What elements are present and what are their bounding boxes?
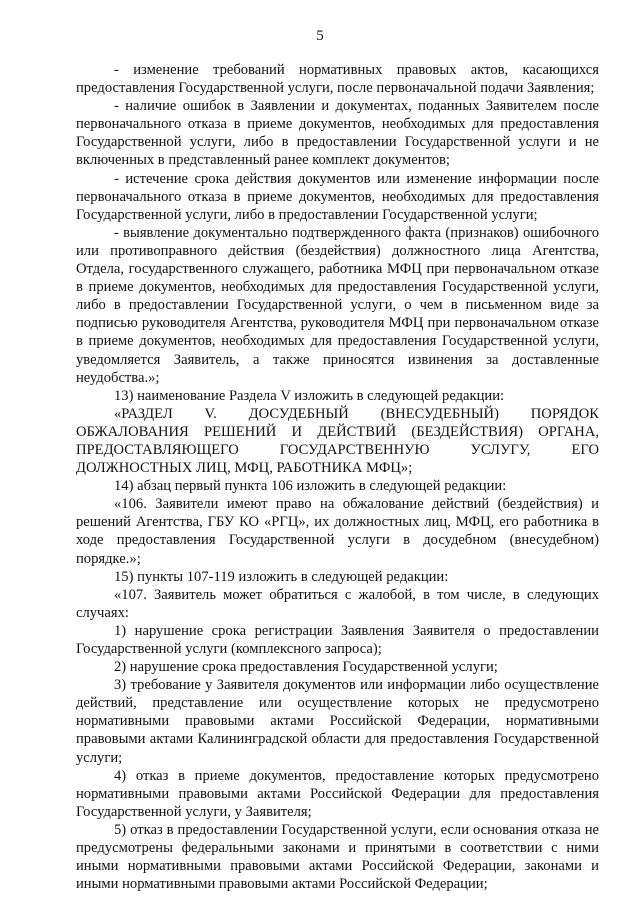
paragraph-section-title: «РАЗДЕЛ V. ДОСУДЕБНЫЙ (ВНЕСУДЕБНЫЙ) ПОРЯДОК ОБЖАЛОВАНИЯ РЕШЕНИЙ И ДЕЙСТВИЙ (БЕЗДЕЙСТВИЯ) ОРГАНА, ПРЕДОСТАВЛЯЮЩЕГО ГОСУДАРСТВЕННУЮ УСЛУГУ, ЕГО ДОЛЖНОСТНЫХ ЛИЦ, МФЦ, РАБОТНИКА МФЦ»;: [76, 405, 599, 477]
paragraph-9: 15) пункты 107-119 изложить в следующей редакции:: [114, 568, 449, 585]
paragraph-5: 13) наименование Раздела V изложить в следующей редакции:: [114, 387, 505, 404]
paragraph-10: «107. Заявитель может обратиться с жалобой, в том числе, в следующих случаях:: [76, 586, 599, 621]
paragraph-14: 4) отказ в приеме документов, предоставление которых предусмотрено нормативными правовыми актами Российской Федерации для предоставления Государственной услуги, у Заявителя;: [76, 767, 599, 820]
paragraph-15: 5) отказ в предоставлении Государственной услуги, если основания отказа не предусмотрены федеральными законами и принятыми в соответствии с ними иными нормативными правовыми актами Российской Федерации, законами и иными нормативными правовыми актами Российской Федерации;: [76, 821, 599, 893]
paragraph-1: - изменение требований нормативных правовых актов, касающихся предоставления Государственной услуги, после первоначальной подачи Заявления;: [76, 62, 599, 97]
paragraph-7: 14) абзац первый пункта 106 изложить в следующей редакции:: [114, 478, 507, 495]
paragraph-13: 3) требование у Заявителя документов или информации либо осуществление действий, представление или осуществление которых не предусмотрено нормативными правовыми актами Российской Федерации, нормативными правовыми актами Калининградской области для предоставления Государственной услуги;: [76, 677, 599, 766]
paragraph-8: «106. Заявители имеют право на обжалование действий (бездействия) и решений Агентства, ГБУ КО «РГЦ», их должностных лиц, МФЦ, его работника в ходе предоставления Государственной услуги в досудебном (внесудебном) порядке.»;: [76, 496, 599, 567]
paragraph-11: 1) нарушение срока регистрации Заявления Заявителя о предоставлении Государственной услуги (комплексного запроса);: [76, 622, 599, 657]
paragraph-4: - выявление документально подтвержденного факта (признаков) ошибочного или противоправного действия (бездействия) должностного лица Агентства, Отдела, государственного служащего, работника МФЦ при первоначальном отказе в приеме документов, необходимых для предоставления Государственной услуги, либо в предоставлении Государственной услуги, о чем в письменном виде за подписью руководителя Агентства, руководителя МФЦ при первоначальном отказе в приеме документов, необходимых для предоставления Государственной услуги, уведомляется Заявитель, а также приносятся извинения за доставленные неудобства.»;: [76, 224, 599, 386]
paragraph-3: - истечение срока действия документов или изменение информации после первоначального отказа в приеме документов, необходимых для предоставления Государственной услуги, либо в предоставлении Государственной услуги;: [76, 170, 599, 223]
page-number: 5: [316, 28, 324, 44]
paragraph-2: - наличие ошибок в Заявлении и документах, поданных Заявителем после первоначального отказа в приеме документов, необходимых для предоставления Государственной услуги, либо в предоставлении Государственной услуги и не включенных в представленный ранее комплект документов;: [76, 98, 599, 169]
paragraph-12: 2) нарушение срока предоставления Государственной услуги;: [114, 659, 498, 676]
document-body: [76, 61, 599, 893]
